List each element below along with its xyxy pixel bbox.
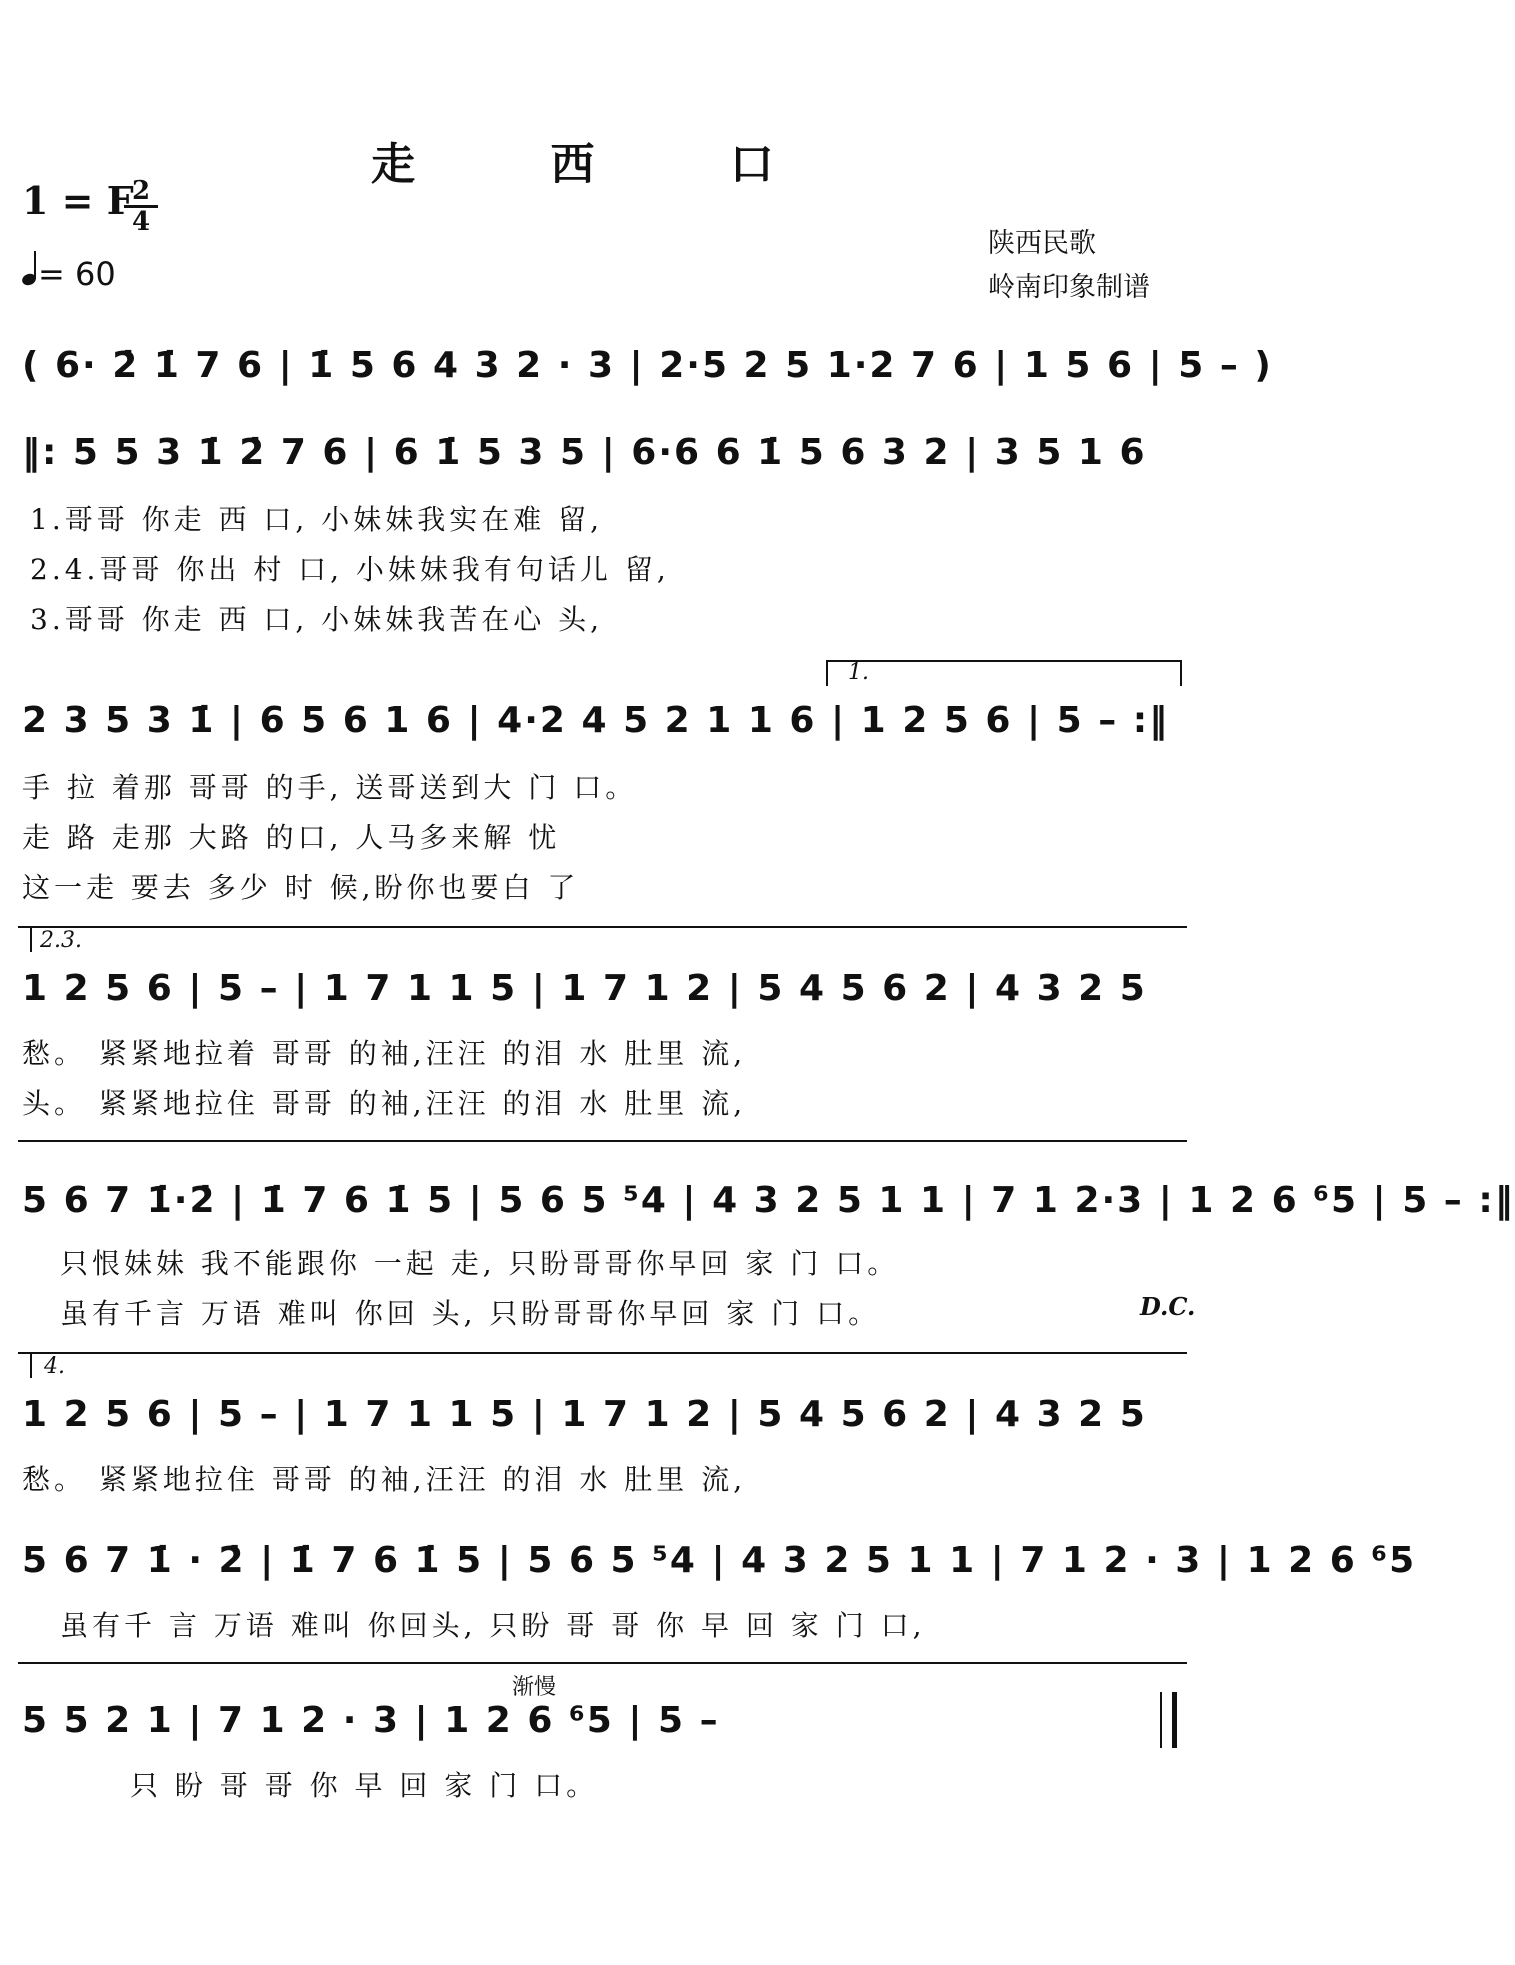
origin-text: 陕西民歌 — [988, 228, 1096, 259]
lyric-5-verse-2: 虽有千言 万语 难叫 你回 头, 只盼哥哥你早回 家 门 口。 — [60, 1297, 881, 1330]
tempo-mark — [22, 255, 116, 293]
volta-bracket-4-edge — [30, 1352, 32, 1378]
page-title: 走 西 口 — [371, 139, 834, 190]
meter-top: 2 — [131, 176, 151, 206]
lyric-3-verse-2: 走 路 走那 大路 的口, 人马多来解 忧 — [22, 821, 561, 854]
volta-label-4: 4. — [44, 1354, 65, 1379]
system-8-bracket — [18, 1662, 1187, 1664]
lyric-3-verse-3: 这一走 要去 多少 时 候,盼你也要白 了 — [22, 871, 580, 904]
volta-bracket-2-3-edge — [30, 926, 32, 952]
tempo-value: = 60 — [38, 255, 116, 293]
key-signature: 1 = F — [22, 178, 134, 223]
lyric-7-verse-1: 虽有千 言 万语 难叫 你回头, 只盼 哥 哥 你 早 回 家 门 口, — [60, 1609, 926, 1642]
lyric-6-verse-1: 愁。 紧紧地拉住 哥哥 的袖,汪汪 的泪 水 肚里 流, — [22, 1463, 747, 1496]
meter-bottom: 4 — [131, 207, 151, 237]
lyric-8-verse-1: 只 盼 哥 哥 你 早 回 家 门 口。 — [130, 1769, 599, 1802]
volta-label-1: 1. — [848, 660, 869, 685]
lyric-4-verse-2: 头。 紧紧地拉住 哥哥 的袖,汪汪 的泪 水 肚里 流, — [22, 1087, 747, 1120]
volta-bracket-2-3 — [18, 926, 1187, 928]
system-5-bracket — [18, 1140, 1187, 1142]
score-system-5: 5 6 7 1̇·2̇ | 1̇ 7 6 1̇ 5 | 5 6 5 ⁵4 | 4 3 2 5 1 1 | 7 1 2·3 | 1 2 6 ⁶5 | 5 – :‖ — [22, 1180, 1515, 1221]
lyric-5-verse-1: 只恨妹妹 我不能跟你 一起 走, 只盼哥哥你早回 家 门 口。 — [60, 1247, 900, 1280]
ritardando-mark: 渐慢 — [512, 1675, 557, 1700]
volta-bracket-4 — [18, 1352, 1187, 1354]
volta-label-2-3: 2.3. — [40, 928, 82, 953]
lyric-2-verse-1: 1.哥哥 你走 西 口, 小妹妹我实在难 留, — [30, 503, 604, 536]
score-system-2: ‖: 5 5 3 1̇ 2̇ 7 6 | 6 1̇ 5 3 5 | 6·6 6 1̇ 5 6 3 2 | 3 5 1 6 — [22, 432, 1147, 473]
lyric-4-verse-1: 愁。 紧紧地拉着 哥哥 的袖,汪汪 的泪 水 肚里 流, — [22, 1037, 747, 1070]
lyric-3-verse-1: 手 拉 着那 哥哥 的手, 送哥送到大 门 口。 — [22, 771, 638, 804]
score-system-4: 1 2 5 6 | 5 – | 1 7 1 1 5 | 1 7 1 2 | 5 4 5 6 2 | 4 3 2 5 — [22, 968, 1147, 1009]
score-system-3: 2 3 5 3 1̇ | 6 5 6 1 6 | 4·2 4 5 2 1 1 6 | 1 2 5 6 | 5 – :‖ — [22, 700, 1170, 741]
quarter-note-icon — [22, 255, 38, 287]
dc-mark: D.C. — [1140, 1292, 1196, 1321]
time-signature — [124, 178, 158, 235]
volta-bracket-1 — [826, 660, 1182, 686]
score-system-8: 5 5 2 1 | 7 1 2 · 3 | 1 2 6 ⁶5 | 5 – — [22, 1700, 720, 1741]
final-barline-thin — [1160, 1692, 1162, 1748]
lyric-2-verse-2: 2.4.哥哥 你出 村 口, 小妹妹我有句话儿 留, — [30, 553, 670, 586]
score-system-1: ( 6· 2̇ 1̇ 7 6 | 1̇ 5 6 4 3 2 · 3 | 2·5 2 5 1·2 7 6 | 1 5 6 | 5 – ) — [22, 345, 1273, 386]
score-system-6: 1 2 5 6 | 5 – | 1 7 1 1 5 | 1 7 1 2 | 5 4 5 6 2 | 4 3 2 5 — [22, 1394, 1147, 1435]
score-system-7: 5 6 7 1̇ · 2̇ | 1̇ 7 6 1̇ 5 | 5 6 5 ⁵4 | 4 3 2 5 1 1 | 7 1 2 · 3 | 1 2 6 ⁶5 — [22, 1540, 1417, 1581]
arranger-text: 岭南印象制谱 — [988, 272, 1150, 303]
final-barline — [1172, 1692, 1177, 1748]
lyric-2-verse-3: 3.哥哥 你走 西 口, 小妹妹我苦在心 头, — [30, 603, 604, 636]
credits — [988, 222, 1150, 310]
